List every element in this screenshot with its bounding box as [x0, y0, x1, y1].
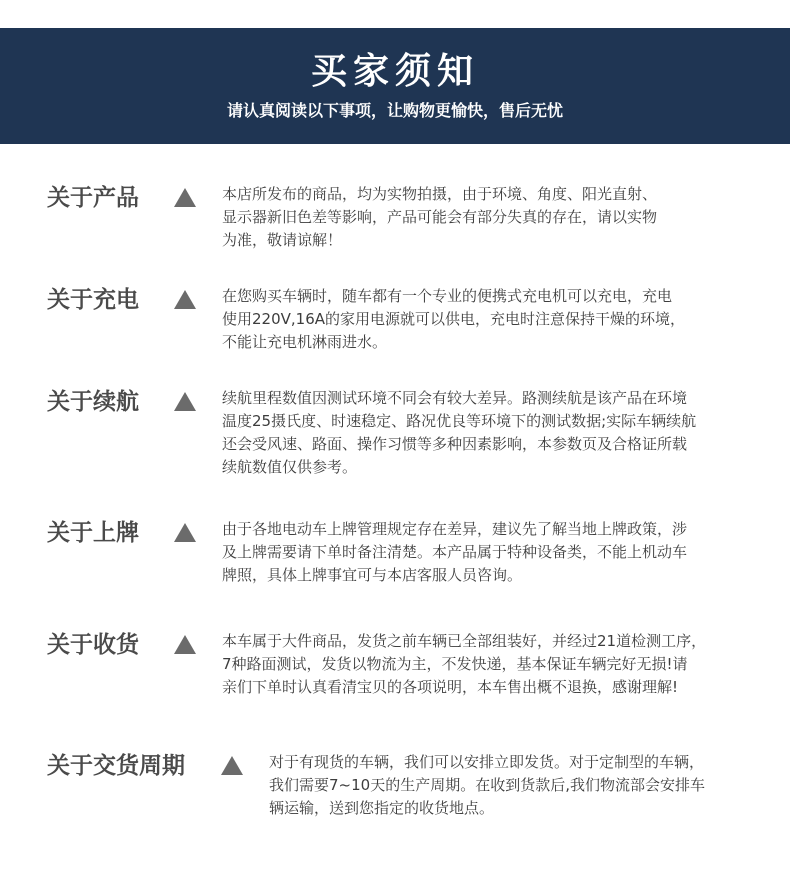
- text-line: 及上牌需要请下单时备注清楚。本产品属于特种设备类，不能上机动车: [222, 543, 688, 561]
- text-line: 本店所发布的商品，均为实物拍摄，由于环境、角度、阳光直射、: [222, 185, 658, 203]
- triangle-up-icon: [174, 188, 196, 207]
- text-line: 显示器新旧色差等影响，产品可能会有部分失真的存在，请以实物: [222, 208, 658, 226]
- text-line: 对于有现货的车辆，我们可以安排立即发货。对于定制型的车辆，: [269, 753, 705, 771]
- text-line: 还会受风速、路面、操作习惯等多种因素影响，本参数页及合格证所载: [222, 435, 688, 453]
- section-title: 关于产品: [47, 185, 139, 211]
- text-line: 牌照，具体上牌事宜可与本店客服人员咨询。: [222, 566, 523, 584]
- text-line: 使用220V,16A的家用电源就可以供电，充电时注意保持干燥的环境，: [222, 310, 686, 328]
- text-line: 7种路面测试，发货以物流为主，不发快递，基本保证车辆完好无损!请: [222, 655, 688, 673]
- section-title: 关于续航: [47, 389, 139, 415]
- section-title: 关于收货: [47, 632, 139, 658]
- text-line: 亲们下单时认真看清宝贝的各项说明，本车售出概不退换，感谢理解!: [222, 678, 679, 696]
- notice-header: [0, 28, 790, 144]
- page-subtitle: 请认真阅读以下事项，让购物更愉快，售后无忧: [226, 101, 563, 120]
- section-title: 关于充电: [47, 287, 139, 313]
- section-text: [222, 285, 782, 354]
- section-text: [269, 751, 784, 820]
- triangle-up-icon: [174, 635, 196, 654]
- text-line: 由于各地电动车上牌管理规定存在差异，建议先了解当地上牌政策，涉: [222, 520, 688, 538]
- section-title: 关于交货周期: [47, 753, 185, 779]
- text-line: 为准，敬请谅解！: [222, 231, 343, 249]
- section-title: 关于上牌: [47, 520, 139, 546]
- section-text: [222, 630, 788, 699]
- triangle-up-icon: [221, 756, 243, 775]
- section-text: [222, 183, 782, 252]
- section-text: [222, 387, 782, 479]
- text-line: 在您购买车辆时，随车都有一个专业的便携式充电机可以充电，充电: [222, 287, 673, 305]
- section-text: [222, 518, 782, 587]
- page-title: 买家须知: [310, 51, 479, 92]
- triangle-up-icon: [174, 392, 196, 411]
- text-line: 温度25摄氏度、时速稳定、路况优良等环境下的测试数据;实际车辆续航: [222, 412, 697, 430]
- text-line: 续航里程数值因测试环境不同会有较大差异。路测续航是该产品在环境: [222, 389, 688, 407]
- text-line: 辆运输，送到您指定的收货地点。: [269, 799, 495, 817]
- triangle-up-icon: [174, 523, 196, 542]
- top-margin: [0, 0, 790, 28]
- text-line: 不能让充电机淋雨进水。: [222, 333, 388, 351]
- text-line: 续航数值仅供参考。: [222, 458, 358, 476]
- text-line: 我们需要7~10天的生产周期。在收到货款后,我们物流部会安排车: [269, 776, 705, 794]
- triangle-up-icon: [174, 290, 196, 309]
- text-line: 本车属于大件商品，发货之前车辆已全部组装好，并经过21道检测工序，: [222, 632, 707, 650]
